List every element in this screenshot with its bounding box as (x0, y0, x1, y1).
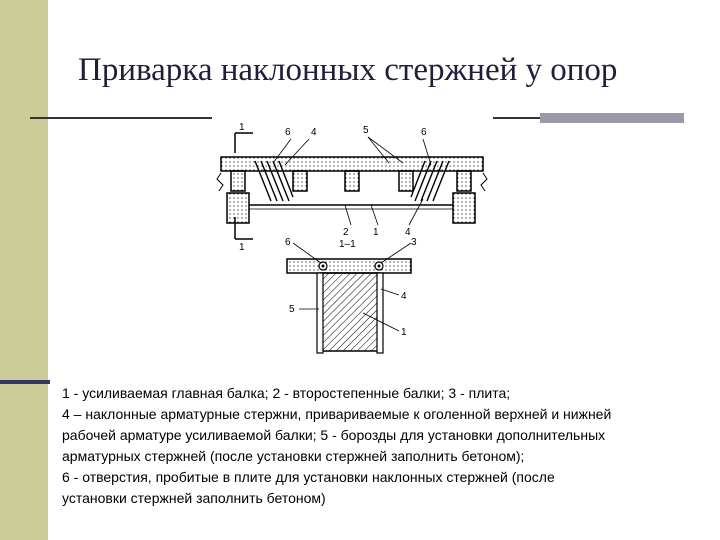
rib (293, 171, 307, 191)
label-6-left: 6 (285, 127, 291, 138)
label-6-right: 6 (421, 127, 427, 138)
section-label-6: 6 (285, 237, 291, 248)
slide-title: Приварка наклонных стержней у опор (78, 52, 618, 88)
section-mark-top: 1 (239, 122, 245, 133)
caption-line: арматурных стержней (после установки стержней заполнить бетоном); (62, 448, 525, 464)
label-2: 2 (343, 227, 349, 238)
section-label-3: 3 (411, 237, 417, 248)
title-rule-left (30, 117, 212, 119)
title-rule-right (492, 117, 540, 119)
caption-line: рабочей арматуре усиливаемой балки; 5 - борозды для установки дополнительных (62, 427, 606, 443)
label-5-right: 5 (363, 125, 369, 136)
figure-caption (62, 383, 702, 509)
caption-line: 1 - усиливаемая главная балка; 2 - второстепенные балки; 3 - плита; (62, 385, 511, 401)
section-mark-bottom: 1 (239, 242, 245, 253)
rib (345, 171, 359, 191)
label-1: 1 (373, 227, 379, 238)
label-4-bottom: 4 (405, 227, 411, 238)
section-beam (321, 273, 379, 351)
title-rule-accent (540, 113, 684, 123)
rib (231, 171, 245, 191)
section-label-5: 5 (289, 304, 295, 315)
caption-line: 4 – наклонные арматурные стержни, привариваемые к оголенной верхней и нижней (62, 406, 612, 422)
side-accent-tick (0, 380, 50, 384)
rib (399, 171, 413, 191)
section-slab (287, 259, 411, 273)
section-label-4: 4 (401, 291, 407, 302)
side-accent-bar (0, 0, 48, 540)
section-title: 1–1 (339, 239, 356, 250)
caption-line: установки стержней заполнить бетоном) (62, 490, 326, 506)
slab (221, 157, 483, 171)
support-left (227, 193, 249, 223)
caption-line: 6 - отверстия, пробитые в плите для установки наклонных стержней (после (62, 469, 555, 485)
section-view (285, 237, 417, 353)
elevation-view (217, 122, 487, 253)
rib (457, 171, 471, 191)
label-4-left: 4 (311, 127, 317, 138)
support-right (453, 193, 475, 223)
section-label-1: 1 (401, 327, 407, 338)
beam-diagram (213, 113, 493, 363)
